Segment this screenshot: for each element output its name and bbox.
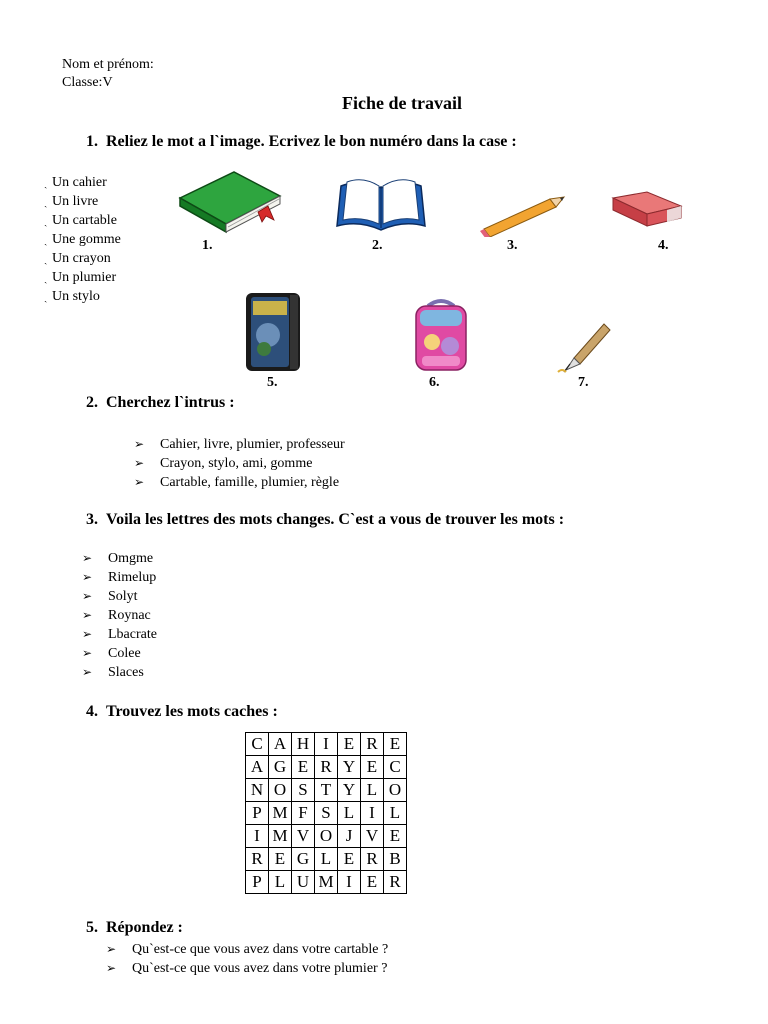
grid-cell: Y <box>338 756 361 779</box>
section-number: 1. <box>86 133 98 150</box>
section-1-heading <box>86 133 517 151</box>
picture-number: 7. <box>578 375 589 390</box>
crayon-icon <box>480 195 566 237</box>
list-item: ˏ Un plumier <box>44 270 117 285</box>
grid-cell: G <box>292 848 315 871</box>
grid-cell: L <box>315 848 338 871</box>
grid-row <box>246 802 407 825</box>
grid-cell: P <box>246 871 269 894</box>
grid-cell: L <box>269 871 292 894</box>
grid-cell: P <box>246 802 269 825</box>
cartable-icon <box>410 296 472 374</box>
grid-cell: S <box>292 779 315 802</box>
plumier-icon <box>244 291 304 373</box>
list-item: ˏ Un livre <box>44 194 99 209</box>
grid-cell: I <box>315 733 338 756</box>
arrow-bullet-icon: ➢ <box>134 456 145 470</box>
grid-cell: R <box>361 848 384 871</box>
grid-cell: V <box>292 825 315 848</box>
grid-cell: E <box>338 848 361 871</box>
list-item: ➢ Cartable, famille, plumier, règle <box>134 475 340 490</box>
arrow-bullet-icon: ➢ <box>82 646 93 660</box>
grid-cell: T <box>315 779 338 802</box>
arrow-bullet-icon: ➢ <box>82 589 93 603</box>
grid-cell: Y <box>338 779 361 802</box>
grid-cell: E <box>384 733 407 756</box>
arrow-bullet-icon: ➢ <box>134 437 145 451</box>
stylo-icon <box>552 318 614 376</box>
grid-cell: L <box>361 779 384 802</box>
grid-cell: A <box>269 733 292 756</box>
grid-cell: E <box>292 756 315 779</box>
grid-cell: L <box>384 802 407 825</box>
arrow-bullet-icon: ➢ <box>134 475 145 489</box>
grid-cell: C <box>384 756 407 779</box>
scrambled-list <box>82 549 157 682</box>
arrow-bullet-icon: ➢ <box>82 627 93 641</box>
grid-cell: M <box>269 825 292 848</box>
list-item: ˏ Un stylo <box>44 289 100 304</box>
word-list <box>44 173 121 307</box>
grid-cell: C <box>246 733 269 756</box>
list-item: ➢ Qu`est-ce que vous avez dans votre cartable ? <box>106 942 389 957</box>
list-item: ➢ Slaces <box>82 665 144 680</box>
list-item: ➢ Crayon, stylo, ami, gomme <box>134 456 313 471</box>
list-item: ➢ Lbacrate <box>82 627 157 642</box>
section-3-heading: 3. Voila les lettres des mots changes. C`est a vous de trouver les mots : <box>86 511 565 528</box>
word-search-grid <box>245 732 407 894</box>
gomme-icon <box>607 190 687 230</box>
grid-cell: E <box>361 871 384 894</box>
grid-cell: G <box>269 756 292 779</box>
questions-list <box>106 940 388 978</box>
grid-cell: I <box>246 825 269 848</box>
grid-cell: O <box>269 779 292 802</box>
grid-cell: E <box>361 756 384 779</box>
list-item: ˏ Un cahier <box>44 175 107 190</box>
grid-cell: N <box>246 779 269 802</box>
list-item: ˏ Une gomme <box>44 232 121 247</box>
page-title: Fiche de travail <box>342 93 462 113</box>
section-heading-text: Reliez le mot a l`image. Ecrivez le bon numéro dans la case : <box>106 133 517 150</box>
section-5-heading: 5. Répondez : <box>86 919 183 936</box>
grid-cell: M <box>269 802 292 825</box>
grid-cell: H <box>292 733 315 756</box>
list-item: ➢ Solyt <box>82 589 138 604</box>
grid-cell: S <box>315 802 338 825</box>
list-item: ˏ Un crayon <box>44 251 111 266</box>
arrow-bullet-icon: ➢ <box>82 608 93 622</box>
cahier-icon <box>176 168 284 234</box>
grid-cell: V <box>361 825 384 848</box>
arrow-bullet-icon: ➢ <box>82 570 93 584</box>
livre-icon <box>333 176 429 236</box>
arrow-bullet-icon: ➢ <box>82 551 93 565</box>
picture-number: 2. <box>372 238 383 253</box>
grid-row <box>246 756 407 779</box>
grid-cell: E <box>384 825 407 848</box>
grid-cell: O <box>384 779 407 802</box>
list-item: ➢ Roynac <box>82 608 151 623</box>
grid-cell: A <box>246 756 269 779</box>
grid-row <box>246 733 407 756</box>
grid-cell: R <box>361 733 384 756</box>
grid-cell: E <box>269 848 292 871</box>
list-item: ➢ Rimelup <box>82 570 157 585</box>
list-item: ➢ Omgme <box>82 551 154 566</box>
arrow-bullet-icon: ➢ <box>82 665 93 679</box>
grid-cell: U <box>292 871 315 894</box>
grid-cell: R <box>315 756 338 779</box>
grid-cell: F <box>292 802 315 825</box>
grid-row <box>246 825 407 848</box>
name-label: Nom et prénom: <box>62 57 154 72</box>
grid-cell: O <box>315 825 338 848</box>
grid-cell: L <box>338 802 361 825</box>
intrus-list <box>134 435 345 492</box>
picture-number: 4. <box>658 238 669 253</box>
grid-cell: R <box>384 871 407 894</box>
section-4-heading: 4. Trouvez les mots caches : <box>86 703 278 720</box>
list-item: ➢ Colee <box>82 646 141 661</box>
class-label: Classe:V <box>62 75 113 90</box>
grid-row <box>246 779 407 802</box>
grid-row <box>246 848 407 871</box>
section-2-heading: 2. Cherchez l`intrus : <box>86 394 235 411</box>
picture-number: 3. <box>507 238 518 253</box>
picture-number: 1. <box>202 238 213 253</box>
grid-cell: E <box>338 733 361 756</box>
picture-number: 6. <box>429 375 440 390</box>
grid-cell: I <box>361 802 384 825</box>
grid-cell: J <box>338 825 361 848</box>
list-item: ➢ Qu`est-ce que vous avez dans votre plumier ? <box>106 961 388 976</box>
list-item: ➢ Cahier, livre, plumier, professeur <box>134 437 345 452</box>
list-item: ˏ Un cartable <box>44 213 117 228</box>
grid-cell: I <box>338 871 361 894</box>
grid-cell: M <box>315 871 338 894</box>
grid-cell: R <box>246 848 269 871</box>
grid-row <box>246 871 407 894</box>
arrow-bullet-icon: ➢ <box>106 961 117 975</box>
picture-number: 5. <box>267 375 278 390</box>
arrow-bullet-icon: ➢ <box>106 942 117 956</box>
grid-cell: B <box>384 848 407 871</box>
